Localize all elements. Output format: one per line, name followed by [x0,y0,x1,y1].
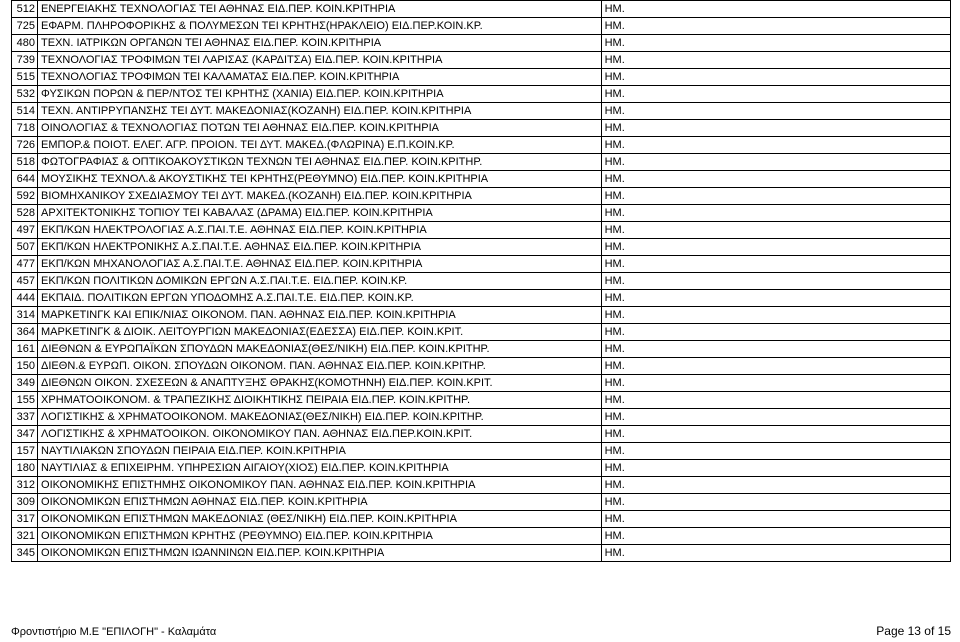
table-row [12,222,951,239]
table-row [12,443,951,460]
program-name-cell: ΝΑΥΤΙΛΙΑΚΩΝ ΣΠΟΥΔΩΝ ΠΕΙΡΑΙΑ ΕΙΔ.ΠΕΡ. ΚΟΙΝ.ΚΡΙΤΗΡΙΑ [38,443,602,460]
program-name-cell: ΕΚΠ/ΚΩΝ ΗΛΕΚΤΡΟΛΟΓΙΑΣ Α.Σ.ΠΑΙ.Τ.Ε. ΑΘΗΝΑΣ ΕΙΔ.ΠΕΡ. ΚΟΙΝ.ΚΡΙΤΗΡΙΑ [38,222,602,239]
table-row [12,103,951,120]
program-code-cell: 477 [12,256,38,273]
program-name-cell: ΑΡΧΙΤΕΚΤΟΝΙΚΗΣ ΤΟΠΙΟΥ ΤΕΙ ΚΑΒΑΛΑΣ (ΔΡΑΜΑ) ΕΙΔ.ΠΕΡ. ΚΟΙΝ.ΚΡΙΤΗΡΙΑ [38,205,602,222]
program-type-cell: ΗΜ. [601,222,950,239]
program-name-cell: ΔΙΕΘΝ.& ΕΥΡΩΠ. ΟΙΚΟΝ. ΣΠΟΥΔΩΝ ΟΙΚΟΝΟΜ. ΠΑΝ. ΑΘΗΝΑΣ ΕΙΔ.ΠΕΡ. ΚΟΙΝ.ΚΡΙΤΗΡ. [38,358,602,375]
program-type-cell: ΗΜ. [601,341,950,358]
program-code-cell: 528 [12,205,38,222]
program-type-cell: ΗΜ. [601,239,950,256]
program-code-cell: 180 [12,460,38,477]
program-name-cell: ΔΙΕΘΝΩΝ ΟΙΚΟΝ. ΣΧΕΣΕΩΝ & ΑΝΑΠΤΥΞΗΣ ΘΡΑΚΗΣ(ΚΟΜΟΤΗΝΗ) ΕΙΔ.ΠΕΡ. ΚΟΙΝ.ΚΡΙΤ. [38,375,602,392]
table-row [12,205,951,222]
program-name-cell: ΦΩΤΟΓΡΑΦΙΑΣ & ΟΠΤΙΚΟΑΚΟΥΣΤΙΚΩΝ ΤΕΧΝΩΝ ΤΕΙ ΑΘΗΝΑΣ ΕΙΔ.ΠΕΡ. ΚΟΙΝ.ΚΡΙΤΗΡ. [38,154,602,171]
program-type-cell: ΗΜ. [601,443,950,460]
program-type-cell: ΗΜ. [601,409,950,426]
program-type-cell: ΗΜ. [601,86,950,103]
table-row [12,324,951,341]
table-row [12,392,951,409]
table-row [12,256,951,273]
program-code-cell: 592 [12,188,38,205]
table-row [12,86,951,103]
program-type-cell: ΗΜ. [601,205,950,222]
table-row [12,307,951,324]
program-code-cell: 309 [12,494,38,511]
table-row [12,171,951,188]
program-name-cell: ΕΚΠ/ΚΩΝ ΜΗΧΑΝΟΛΟΓΙΑΣ Α.Σ.ΠΑΙ.Τ.Ε. ΑΘΗΝΑΣ ΕΙΔ.ΠΕΡ. ΚΟΙΝ.ΚΡΙΤΗΡΙΑ [38,256,602,273]
program-type-cell: ΗΜ. [601,511,950,528]
program-name-cell: ΝΑΥΤΙΛΙΑΣ & ΕΠΙΧΕΙΡΗΜ. ΥΠΗΡΕΣΙΩΝ ΑΙΓΑΙΟΥ(ΧΙΟΣ) ΕΙΔ.ΠΕΡ. ΚΟΙΝ.ΚΡΙΤΗΡΙΑ [38,460,602,477]
table-row [12,460,951,477]
program-name-cell: ΧΡΗΜΑΤΟΟΙΚΟΝΟΜ. & ΤΡΑΠΕΖΙΚΗΣ ΔΙΟΙΚΗΤΙΚΗΣ ΠΕΙΡΑΙΑ ΕΙΔ.ΠΕΡ. ΚΟΙΝ.ΚΡΙΤΗΡ. [38,392,602,409]
program-name-cell: ΛΟΓΙΣΤΙΚΗΣ & ΧΡΗΜΑΤΟΟΙΚΟΝ. ΟΙΚΟΝΟΜΙΚΟΥ ΠΑΝ. ΑΘΗΝΑΣ ΕΙΔ.ΠΕΡ.ΚΟΙΝ.ΚΡΙΤ. [38,426,602,443]
program-type-cell: ΗΜ. [601,460,950,477]
table-row [12,273,951,290]
program-type-cell: ΗΜ. [601,18,950,35]
program-code-cell: 347 [12,426,38,443]
table-row [12,1,951,18]
program-code-cell: 514 [12,103,38,120]
program-name-cell: ΤΕΧΝ. ΙΑΤΡΙΚΩΝ ΟΡΓΑΝΩΝ ΤΕΙ ΑΘΗΝΑΣ ΕΙΔ.ΠΕΡ. ΚΟΙΝ.ΚΡΙΤΗΡΙΑ [38,35,602,52]
table-row [12,409,951,426]
table-row [12,494,951,511]
table-row [12,69,951,86]
program-name-cell: ΟΙΚΟΝΟΜΙΚΩΝ ΕΠΙΣΤΗΜΩΝ ΚΡΗΤΗΣ (ΡΕΘΥΜΝΟ) ΕΙΔ.ΠΕΡ. ΚΟΙΝ.ΚΡΙΤΗΡΙΑ [38,528,602,545]
program-type-cell: ΗΜ. [601,392,950,409]
program-code-cell: 317 [12,511,38,528]
program-code-cell: 726 [12,137,38,154]
program-type-cell: ΗΜ. [601,120,950,137]
program-code-cell: 157 [12,443,38,460]
program-code-cell: 314 [12,307,38,324]
program-name-cell: ΕΝΕΡΓΕΙΑΚΗΣ ΤΕΧΝΟΛΟΓΙΑΣ ΤΕΙ ΑΘΗΝΑΣ ΕΙΔ.ΠΕΡ. ΚΟΙΝ.ΚΡΙΤΗΡΙΑ [38,1,602,18]
program-code-cell: 337 [12,409,38,426]
program-code-cell: 480 [12,35,38,52]
program-code-cell: 150 [12,358,38,375]
program-name-cell: ΟΙΚΟΝΟΜΙΚΩΝ ΕΠΙΣΤΗΜΩΝ ΜΑΚΕΔΟΝΙΑΣ (ΘΕΣ/ΝΙΚΗ) ΕΙΔ.ΠΕΡ. ΚΟΙΝ.ΚΡΙΤΗΡΙΑ [38,511,602,528]
program-code-cell: 161 [12,341,38,358]
table-row [12,239,951,256]
table-row [12,137,951,154]
program-type-cell: ΗΜ. [601,154,950,171]
program-code-cell: 725 [12,18,38,35]
program-name-cell: ΕΚΠ/ΚΩΝ ΠΟΛΙΤΙΚΩΝ ΔΟΜΙΚΩΝ ΕΡΓΩΝ Α.Σ.ΠΑΙ.Τ.Ε. ΕΙΔ.ΠΕΡ. ΚΟΙΝ.ΚΡ. [38,273,602,290]
program-name-cell: ΜΑΡΚΕΤΙΝΓΚ & ΔΙΟΙΚ. ΛΕΙΤΟΥΡΓΙΩΝ ΜΑΚΕΔΟΝΙΑΣ(ΕΔΕΣΣΑ) ΕΙΔ.ΠΕΡ. ΚΟΙΝ.ΚΡΙΤ. [38,324,602,341]
program-type-cell: ΗΜ. [601,477,950,494]
program-type-cell: ΗΜ. [601,426,950,443]
program-type-cell: ΗΜ. [601,1,950,18]
program-type-cell: ΗΜ. [601,494,950,511]
program-code-cell: 518 [12,154,38,171]
program-code-cell: 507 [12,239,38,256]
program-code-cell: 497 [12,222,38,239]
program-type-cell: ΗΜ. [601,35,950,52]
program-name-cell: ΛΟΓΙΣΤΙΚΗΣ & ΧΡΗΜΑΤΟΟΙΚΟΝΟΜ. ΜΑΚΕΔΟΝΙΑΣ(ΘΕΣ/ΝΙΚΗ) ΕΙΔ.ΠΕΡ. ΚΟΙΝ.ΚΡΙΤΗΡ. [38,409,602,426]
program-name-cell: ΟΙΚΟΝΟΜΙΚΩΝ ΕΠΙΣΤΗΜΩΝ ΑΘΗΝΑΣ ΕΙΔ.ΠΕΡ. ΚΟΙΝ.ΚΡΙΤΗΡΙΑ [38,494,602,511]
table-row [12,375,951,392]
program-name-cell: ΤΕΧΝ. ΑΝΤΙΡΡΥΠΑΝΣΗΣ ΤΕΙ ΔΥΤ. ΜΑΚΕΔΟΝΙΑΣ(ΚΟΖΑΝΗ) ΕΙΔ.ΠΕΡ. ΚΟΙΝ.ΚΡΙΤΗΡΙΑ [38,103,602,120]
program-code-cell: 155 [12,392,38,409]
footer-page-number: Page 13 of 15 [876,624,951,638]
program-code-cell: 345 [12,545,38,562]
program-name-cell: ΕΚΠ/ΚΩΝ ΗΛΕΚΤΡΟΝΙΚΗΣ Α.Σ.ΠΑΙ.Τ.Ε. ΑΘΗΝΑΣ ΕΙΔ.ΠΕΡ. ΚΟΙΝ.ΚΡΙΤΗΡΙΑ [38,239,602,256]
program-type-cell: ΗΜ. [601,103,950,120]
table-row [12,154,951,171]
program-type-cell: ΗΜ. [601,52,950,69]
program-type-cell: ΗΜ. [601,188,950,205]
program-type-cell: ΗΜ. [601,290,950,307]
program-type-cell: ΗΜ. [601,307,950,324]
program-name-cell: ΜΟΥΣΙΚΗΣ ΤΕΧΝΟΛ.& ΑΚΟΥΣΤΙΚΗΣ ΤΕΙ ΚΡΗΤΗΣ(ΡΕΘΥΜΝΟ) ΕΙΔ.ΠΕΡ. ΚΟΙΝ.ΚΡΙΤΗΡΙΑ [38,171,602,188]
program-type-cell: ΗΜ. [601,545,950,562]
table-row [12,528,951,545]
table-row [12,477,951,494]
program-code-cell: 364 [12,324,38,341]
program-type-cell: ΗΜ. [601,69,950,86]
table-row [12,120,951,137]
program-name-cell: ΤΕΧΝΟΛΟΓΙΑΣ ΤΡΟΦΙΜΩΝ ΤΕΙ ΛΑΡΙΣΑΣ (ΚΑΡΔΙΤΣΑ) ΕΙΔ.ΠΕΡ. ΚΟΙΝ.ΚΡΙΤΗΡΙΑ [38,52,602,69]
program-name-cell: ΟΙΚΟΝΟΜΙΚΗΣ ΕΠΙΣΤΗΜΗΣ ΟΙΚΟΝΟΜΙΚΟΥ ΠΑΝ. ΑΘΗΝΑΣ ΕΙΔ.ΠΕΡ. ΚΟΙΝ.ΚΡΙΤΗΡΙΑ [38,477,602,494]
table-row [12,290,951,307]
program-name-cell: ΦΥΣΙΚΩΝ ΠΟΡΩΝ & ΠΕΡ/ΝΤΟΣ ΤΕΙ ΚΡΗΤΗΣ (ΧΑΝΙΑ) ΕΙΔ.ΠΕΡ. ΚΟΙΝ.ΚΡΙΤΗΡΙΑ [38,86,602,103]
program-name-cell: ΤΕΧΝΟΛΟΓΙΑΣ ΤΡΟΦΙΜΩΝ ΤΕΙ ΚΑΛΑΜΑΤΑΣ ΕΙΔ.ΠΕΡ. ΚΟΙΝ.ΚΡΙΤΗΡΙΑ [38,69,602,86]
programs-table-body [12,1,951,562]
table-row [12,511,951,528]
program-code-cell: 718 [12,120,38,137]
program-code-cell: 457 [12,273,38,290]
table-row [12,545,951,562]
table-row [12,188,951,205]
program-type-cell: ΗΜ. [601,324,950,341]
program-type-cell: ΗΜ. [601,171,950,188]
programs-table [11,0,951,562]
program-name-cell: ΕΦΑΡΜ. ΠΛΗΡΟΦΟΡΙΚΗΣ & ΠΟΛΥΜΕΣΩΝ ΤΕΙ ΚΡΗΤΗΣ(ΗΡΑΚΛΕΙΟ) ΕΙΔ.ΠΕΡ.ΚΟΙΝ.ΚΡ. [38,18,602,35]
program-name-cell: ΟΙΝΟΛΟΓΙΑΣ & ΤΕΧΝΟΛΟΓΙΑΣ ΠΟΤΩΝ ΤΕΙ ΑΘΗΝΑΣ ΕΙΔ.ΠΕΡ. ΚΟΙΝ.ΚΡΙΤΗΡΙΑ [38,120,602,137]
program-code-cell: 349 [12,375,38,392]
table-row [12,358,951,375]
program-type-cell: ΗΜ. [601,358,950,375]
footer-school-name: Φροντιστήριο Μ.Ε "ΕΠΙΛΟΓΗ" - Καλαμάτα [11,626,217,638]
program-code-cell: 739 [12,52,38,69]
program-name-cell: ΔΙΕΘΝΩΝ & ΕΥΡΩΠΑΪΚΩΝ ΣΠΟΥΔΩΝ ΜΑΚΕΔΟΝΙΑΣ(ΘΕΣ/ΝΙΚΗ) ΕΙΔ.ΠΕΡ. ΚΟΙΝ.ΚΡΙΤΗΡ. [38,341,602,358]
program-code-cell: 321 [12,528,38,545]
program-name-cell: ΕΚΠΑΙΔ. ΠΟΛΙΤΙΚΩΝ ΕΡΓΩΝ ΥΠΟΔΟΜΗΣ Α.Σ.ΠΑΙ.Τ.Ε. ΕΙΔ.ΠΕΡ. ΚΟΙΝ.ΚΡ. [38,290,602,307]
table-row [12,18,951,35]
program-name-cell: ΕΜΠΟΡ.& ΠΟΙΟΤ. ΕΛΕΓ. ΑΓΡ. ΠΡΟΙΟΝ. ΤΕΙ ΔΥΤ. ΜΑΚΕΔ.(ΦΛΩΡΙΝΑ) Ε.Π.ΚΟΙΝ.ΚΡ. [38,137,602,154]
program-code-cell: 515 [12,69,38,86]
program-type-cell: ΗΜ. [601,137,950,154]
program-type-cell: ΗΜ. [601,375,950,392]
program-name-cell: ΒΙΟΜΗΧΑΝΙΚΟΥ ΣΧΕΔΙΑΣΜΟΥ ΤΕΙ ΔΥΤ. ΜΑΚΕΔ.(ΚΟΖΑΝΗ) ΕΙΔ.ΠΕΡ. ΚΟΙΝ.ΚΡΙΤΗΡΙΑ [38,188,602,205]
table-row [12,426,951,443]
program-name-cell: ΜΑΡΚΕΤΙΝΓΚ ΚΑΙ ΕΠΙΚ/ΝΙΑΣ ΟΙΚΟΝΟΜ. ΠΑΝ. ΑΘΗΝΑΣ ΕΙΔ.ΠΕΡ. ΚΟΙΝ.ΚΡΙΤΗΡΙΑ [38,307,602,324]
program-code-cell: 532 [12,86,38,103]
table-row [12,341,951,358]
program-code-cell: 512 [12,1,38,18]
program-code-cell: 312 [12,477,38,494]
program-code-cell: 644 [12,171,38,188]
program-type-cell: ΗΜ. [601,256,950,273]
program-type-cell: ΗΜ. [601,528,950,545]
program-type-cell: ΗΜ. [601,273,950,290]
program-name-cell: ΟΙΚΟΝΟΜΙΚΩΝ ΕΠΙΣΤΗΜΩΝ ΙΩΑΝΝΙΝΩΝ ΕΙΔ.ΠΕΡ. ΚΟΙΝ.ΚΡΙΤΗΡΙΑ [38,545,602,562]
table-row [12,35,951,52]
table-row [12,52,951,69]
program-code-cell: 444 [12,290,38,307]
